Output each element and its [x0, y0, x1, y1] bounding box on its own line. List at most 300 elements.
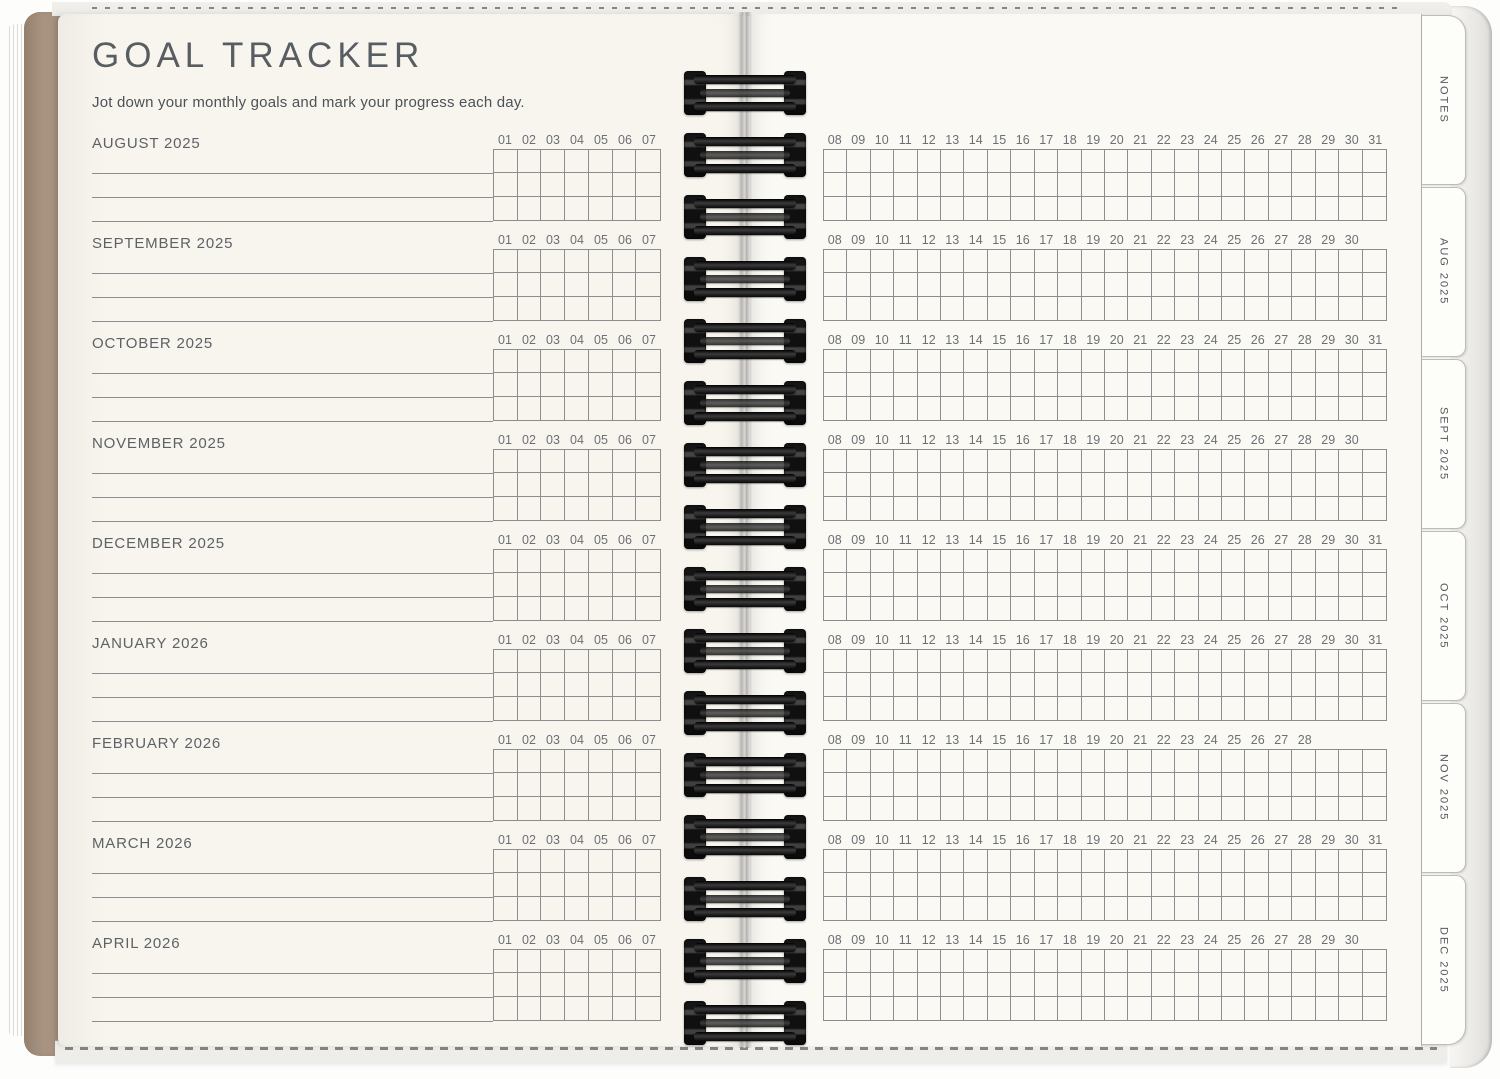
day-cell — [1105, 850, 1128, 873]
coil-wire — [700, 957, 790, 965]
day-number: 01 — [498, 733, 512, 747]
day-cell — [1199, 750, 1222, 773]
day-number: 18 — [1062, 733, 1077, 747]
day-number: 12 — [921, 533, 936, 547]
day-cell — [918, 997, 941, 1020]
day-cell — [1128, 150, 1151, 173]
day-cell — [964, 150, 987, 173]
day-cell — [1199, 950, 1222, 973]
day-cell — [1175, 897, 1198, 920]
day-cell — [518, 173, 542, 196]
day-cell — [871, 250, 894, 273]
day-cell — [541, 597, 565, 620]
day-cell — [941, 150, 964, 173]
day-number: 09 — [851, 233, 866, 247]
day-number: 06 — [618, 133, 632, 147]
day-cell — [636, 950, 660, 973]
day-number: 08 — [827, 533, 842, 547]
day-cell — [1292, 373, 1315, 396]
day-cell — [918, 850, 941, 873]
day-cell — [1011, 397, 1034, 420]
day-cell — [589, 397, 613, 420]
day-number — [1364, 433, 1388, 448]
day-cell — [1363, 550, 1386, 573]
day-cell — [1363, 373, 1386, 396]
day-cell — [988, 173, 1011, 196]
day-number: 06 — [618, 833, 632, 847]
day-cell — [494, 773, 518, 796]
day-number: 23 — [1180, 433, 1195, 447]
day-cell — [988, 950, 1011, 973]
day-cell — [871, 150, 894, 173]
day-cell — [941, 797, 964, 820]
goal-line — [92, 397, 493, 398]
day-cell — [613, 950, 637, 973]
day-cell — [1105, 250, 1128, 273]
day-number: 19 — [1086, 333, 1101, 347]
day-cell — [1316, 997, 1339, 1020]
day-number: 15 — [992, 833, 1007, 847]
day-cell — [589, 150, 613, 173]
day-cell — [1316, 173, 1339, 196]
month-label-october-2025: OCTOBER 2025 — [92, 335, 214, 352]
day-cell — [1269, 873, 1292, 896]
day-cell — [636, 973, 660, 996]
day-cell — [1245, 750, 1268, 773]
day-cell — [1269, 173, 1292, 196]
day-cell — [1316, 297, 1339, 320]
day-number: 06 — [618, 933, 632, 947]
day-cell — [1339, 373, 1362, 396]
day-cell — [518, 150, 542, 173]
month-label-march-2026: MARCH 2026 — [92, 835, 193, 852]
day-cell — [1292, 473, 1315, 496]
day-number: 12 — [921, 733, 936, 747]
day-number: 07 — [642, 633, 656, 647]
day-cell — [1058, 550, 1081, 573]
day-cell — [964, 473, 987, 496]
day-number: 23 — [1180, 533, 1195, 547]
day-cell — [918, 873, 941, 896]
day-cell — [824, 550, 847, 573]
day-cell — [824, 397, 847, 420]
day-cell — [1222, 150, 1245, 173]
day-number: 22 — [1156, 233, 1171, 247]
day-cell — [636, 873, 660, 896]
day-number: 02 — [522, 833, 536, 847]
day-cell — [1082, 897, 1105, 920]
day-number: 03 — [546, 533, 560, 547]
day-cell — [565, 350, 589, 373]
day-grid-right-december-2025 — [823, 549, 1387, 621]
day-number: 27 — [1274, 333, 1289, 347]
day-cell — [518, 197, 542, 220]
day-numbers-right-october-2025 — [823, 333, 1387, 348]
day-cell — [988, 150, 1011, 173]
day-grid-left-august-2025 — [493, 149, 661, 221]
day-cell — [988, 197, 1011, 220]
day-number: 14 — [968, 133, 983, 147]
day-cell — [636, 373, 660, 396]
day-cell — [847, 973, 870, 996]
goal-line — [92, 321, 493, 322]
day-cell — [1292, 273, 1315, 296]
day-cell — [1269, 797, 1292, 820]
day-numbers-right-september-2025 — [823, 233, 1387, 248]
day-cell — [1316, 273, 1339, 296]
day-numbers-right-november-2025 — [823, 433, 1387, 448]
day-cell — [1222, 673, 1245, 696]
day-cell — [1105, 350, 1128, 373]
day-number: 17 — [1039, 833, 1054, 847]
day-cell — [1199, 573, 1222, 596]
day-cell — [636, 673, 660, 696]
day-cell — [918, 173, 941, 196]
day-cell — [1175, 250, 1198, 273]
day-cell — [847, 150, 870, 173]
day-number: 02 — [522, 933, 536, 947]
coil-wire — [700, 523, 790, 531]
day-cell — [1269, 497, 1292, 520]
day-cell — [1011, 997, 1034, 1020]
day-cell — [988, 897, 1011, 920]
goal-line — [92, 173, 493, 174]
day-cell — [518, 773, 542, 796]
day-numbers-right-august-2025 — [823, 133, 1387, 148]
day-cell — [1058, 197, 1081, 220]
day-cell — [494, 950, 518, 973]
day-cell — [988, 650, 1011, 673]
day-cell — [871, 850, 894, 873]
day-cell — [1199, 997, 1222, 1020]
day-cell — [1363, 673, 1386, 696]
day-cell — [941, 750, 964, 773]
day-cell — [589, 297, 613, 320]
day-cell — [636, 350, 660, 373]
day-number: 01 — [498, 133, 512, 147]
day-cell — [988, 673, 1011, 696]
tab-label: OCT 2025 — [1437, 582, 1450, 650]
day-cell — [1269, 697, 1292, 720]
day-number: 03 — [546, 333, 560, 347]
day-cell — [565, 850, 589, 873]
day-cell — [1152, 950, 1175, 973]
day-number: 09 — [851, 333, 866, 347]
day-number: 02 — [522, 533, 536, 547]
day-cell — [847, 997, 870, 1020]
day-cell — [1339, 297, 1362, 320]
day-cell — [1035, 473, 1058, 496]
day-cell — [918, 197, 941, 220]
day-cell — [918, 773, 941, 796]
day-cell — [1011, 773, 1034, 796]
day-cell — [613, 850, 637, 873]
day-cell — [589, 250, 613, 273]
day-cell — [1222, 297, 1245, 320]
day-cell — [1175, 497, 1198, 520]
day-cell — [1339, 850, 1362, 873]
day-number: 18 — [1062, 933, 1077, 947]
day-cell — [1082, 797, 1105, 820]
day-cell — [613, 773, 637, 796]
day-cell — [1363, 697, 1386, 720]
day-cell — [1363, 650, 1386, 673]
day-number: 19 — [1086, 833, 1101, 847]
day-cell — [871, 650, 894, 673]
day-cell — [941, 850, 964, 873]
month-label-february-2026: FEBRUARY 2026 — [92, 735, 222, 752]
day-cell — [1175, 297, 1198, 320]
day-cell — [1128, 650, 1151, 673]
day-cell — [988, 550, 1011, 573]
day-numbers-right-april-2026 — [823, 933, 1387, 948]
day-cell — [1082, 197, 1105, 220]
day-cell — [871, 197, 894, 220]
day-cell — [518, 373, 542, 396]
day-cell — [1128, 673, 1151, 696]
day-number: 24 — [1203, 333, 1218, 347]
day-cell — [518, 250, 542, 273]
day-cell — [1269, 250, 1292, 273]
day-cell — [1152, 450, 1175, 473]
day-number: 07 — [642, 133, 656, 147]
day-number: 06 — [618, 233, 632, 247]
day-cell — [494, 373, 518, 396]
day-cell — [565, 197, 589, 220]
day-cell — [565, 273, 589, 296]
day-cell — [1292, 350, 1315, 373]
day-number: 21 — [1133, 633, 1148, 647]
day-cell — [1269, 273, 1292, 296]
day-number: 20 — [1109, 133, 1124, 147]
day-cell — [847, 373, 870, 396]
day-cell — [636, 697, 660, 720]
day-cell — [1316, 250, 1339, 273]
day-number: 03 — [546, 633, 560, 647]
day-cell — [1363, 597, 1386, 620]
day-cell — [871, 673, 894, 696]
coil-wire — [700, 585, 790, 593]
day-number: 03 — [546, 833, 560, 847]
day-number: 11 — [898, 433, 912, 447]
day-number: 02 — [522, 233, 536, 247]
coil-wire — [694, 784, 796, 793]
day-cell — [988, 397, 1011, 420]
day-number: 26 — [1250, 333, 1265, 347]
day-cell — [1339, 797, 1362, 820]
day-cell — [1199, 973, 1222, 996]
day-cell — [1128, 497, 1151, 520]
left-page — [58, 14, 742, 1046]
day-cell — [1363, 497, 1386, 520]
day-cell — [541, 673, 565, 696]
day-number: 28 — [1297, 233, 1312, 247]
day-number: 09 — [851, 133, 866, 147]
day-cell — [1316, 850, 1339, 873]
day-cell — [1292, 397, 1315, 420]
day-cell — [1152, 650, 1175, 673]
tab-dec-2025 — [1421, 875, 1466, 1045]
day-cell — [494, 273, 518, 296]
day-cell — [918, 397, 941, 420]
day-cell — [1363, 150, 1386, 173]
day-grid-left-september-2025 — [493, 249, 661, 321]
day-cell — [941, 373, 964, 396]
day-cell — [541, 773, 565, 796]
day-cell — [518, 650, 542, 673]
day-cell — [824, 873, 847, 896]
day-grid-right-september-2025 — [823, 249, 1387, 321]
day-number: 28 — [1297, 833, 1312, 847]
day-number: 01 — [498, 433, 512, 447]
day-cell — [894, 497, 917, 520]
day-cell — [1222, 173, 1245, 196]
day-number: 16 — [1015, 133, 1030, 147]
day-cell — [1082, 597, 1105, 620]
day-cell — [1011, 173, 1034, 196]
day-cell — [918, 373, 941, 396]
day-cell — [941, 650, 964, 673]
day-cell — [824, 497, 847, 520]
day-number: 24 — [1203, 533, 1218, 547]
day-cell — [1082, 173, 1105, 196]
day-cell — [871, 797, 894, 820]
day-cell — [894, 697, 917, 720]
day-cell — [894, 897, 917, 920]
day-cell — [988, 750, 1011, 773]
day-cell — [824, 697, 847, 720]
day-cell — [1339, 573, 1362, 596]
day-cell — [518, 797, 542, 820]
day-cell — [589, 350, 613, 373]
day-cell — [1175, 797, 1198, 820]
day-cell — [565, 897, 589, 920]
day-grid-left-april-2026 — [493, 949, 661, 1021]
day-cell — [871, 450, 894, 473]
day-number: 10 — [874, 233, 889, 247]
coil-wire — [694, 137, 796, 146]
day-cell — [964, 497, 987, 520]
day-number: 10 — [874, 533, 889, 547]
right-page — [750, 14, 1422, 1046]
day-cell — [494, 873, 518, 896]
day-number: 20 — [1109, 733, 1124, 747]
day-cell — [941, 550, 964, 573]
day-cell — [1082, 750, 1105, 773]
day-number: 16 — [1015, 433, 1030, 447]
day-cell — [1316, 497, 1339, 520]
day-cell — [1363, 173, 1386, 196]
day-grid-left-february-2026 — [493, 749, 661, 821]
day-cell — [1128, 473, 1151, 496]
day-cell — [1011, 797, 1034, 820]
day-cell — [1105, 997, 1128, 1020]
day-number: 22 — [1156, 433, 1171, 447]
day-cell — [918, 450, 941, 473]
day-number: 13 — [945, 733, 960, 747]
day-number: 02 — [522, 333, 536, 347]
day-cell — [636, 150, 660, 173]
day-cell — [1011, 297, 1034, 320]
day-cell — [1363, 473, 1386, 496]
day-cell — [1035, 250, 1058, 273]
day-cell — [1363, 873, 1386, 896]
day-number: 09 — [851, 933, 866, 947]
day-number: 01 — [498, 233, 512, 247]
day-cell — [541, 173, 565, 196]
goal-line — [92, 373, 493, 374]
day-cell — [1058, 850, 1081, 873]
day-number: 26 — [1250, 733, 1265, 747]
day-cell — [1316, 150, 1339, 173]
day-cell — [1199, 873, 1222, 896]
day-grid-right-november-2025 — [823, 449, 1387, 521]
month-label-august-2025: AUGUST 2025 — [92, 135, 201, 152]
day-grid-right-april-2026 — [823, 949, 1387, 1021]
tab-label: NOV 2025 — [1437, 754, 1450, 822]
day-cell — [1199, 250, 1222, 273]
day-cell — [988, 250, 1011, 273]
day-number: 25 — [1227, 333, 1242, 347]
day-cell — [565, 573, 589, 596]
day-number: 03 — [546, 933, 560, 947]
day-cell — [1011, 350, 1034, 373]
day-cell — [1199, 697, 1222, 720]
day-cell — [1152, 350, 1175, 373]
day-cell — [894, 197, 917, 220]
day-cell — [1316, 650, 1339, 673]
day-cell — [1339, 950, 1362, 973]
day-number: 27 — [1274, 833, 1289, 847]
day-cell — [1245, 250, 1268, 273]
day-number: 24 — [1203, 433, 1218, 447]
day-cell — [941, 697, 964, 720]
day-grid-right-march-2026 — [823, 849, 1387, 921]
day-number: 27 — [1274, 133, 1289, 147]
day-cell — [494, 150, 518, 173]
coil-wire — [694, 385, 796, 394]
day-cell — [824, 997, 847, 1020]
day-cell — [964, 997, 987, 1020]
day-cell — [1058, 450, 1081, 473]
coil-wire — [694, 660, 796, 669]
day-cell — [1199, 497, 1222, 520]
day-number: 01 — [498, 633, 512, 647]
day-cell — [1082, 250, 1105, 273]
day-number: 05 — [594, 933, 608, 947]
day-cell — [1222, 873, 1245, 896]
day-cell — [1292, 450, 1315, 473]
day-cell — [494, 473, 518, 496]
day-cell — [1363, 450, 1386, 473]
day-cell — [613, 897, 637, 920]
goal-line — [92, 597, 493, 598]
day-cell — [541, 197, 565, 220]
day-number: 29 — [1321, 833, 1336, 847]
day-cell — [1152, 473, 1175, 496]
day-number: 31 — [1368, 333, 1383, 347]
day-cell — [824, 950, 847, 973]
day-cell — [1339, 250, 1362, 273]
day-cell — [1082, 673, 1105, 696]
day-number: 14 — [968, 633, 983, 647]
day-cell — [1245, 797, 1268, 820]
day-grid-left-december-2025 — [493, 549, 661, 621]
day-cell — [1011, 550, 1034, 573]
day-cell — [964, 773, 987, 796]
day-cell — [894, 673, 917, 696]
goal-line — [92, 973, 493, 974]
